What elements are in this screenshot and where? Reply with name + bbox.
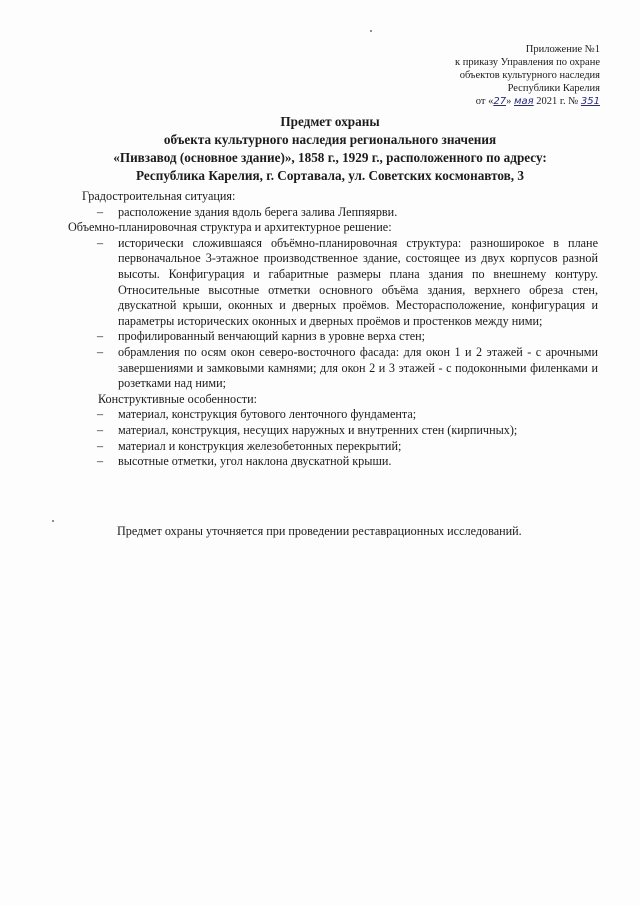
dash-bullet-icon: – (97, 438, 104, 453)
list-item-text: высотные отметки, угол наклона двускатной крыши. (118, 454, 392, 469)
appendix-region: Республики Карелия (507, 83, 600, 94)
title-line-1: Предмет охраны (280, 114, 380, 129)
list-item (82, 236, 598, 330)
dash-bullet-icon: – (97, 204, 104, 219)
list-item-text: материал и конструкция железобетонных перекрытий; (118, 438, 402, 453)
date-day-handwritten: 27 (493, 96, 507, 107)
list-item (82, 329, 598, 345)
list-item-text: профилированный венчающий карниз в уровне верха стен; (118, 329, 426, 344)
dash-bullet-icon: – (97, 454, 104, 469)
appendix-authority: объектов культурного наследия (459, 70, 600, 81)
list-item-text: материал, конструкция, несущих наружных и внутренних стен (кирпичных); (118, 422, 518, 437)
appendix-order-ref: к приказу Управления по охране (455, 57, 600, 68)
scan-speck (52, 520, 54, 522)
appendix-number: Приложение №1 (525, 44, 600, 55)
order-number-handwritten: 351 (580, 96, 600, 107)
list-item (82, 205, 598, 221)
date-month-handwritten: мая (513, 96, 534, 107)
list-item (82, 439, 598, 455)
title-line-4: Республика Карелия, г. Сортавала, ул. Советских космонавтов, 3 (136, 168, 524, 183)
date-mid: » (506, 96, 514, 107)
list-item (82, 454, 598, 470)
document-title (60, 113, 600, 185)
date-year: 2021 г. № (533, 96, 581, 107)
title-line-2: объекта культурного наследия регионального значения (163, 132, 497, 147)
list-item-text: расположение здания вдоль берега залива Леппяярви. (118, 204, 398, 219)
section-urban-heading: Градостроительная ситуация: (82, 189, 236, 203)
dash-bullet-icon: – (97, 235, 104, 250)
dash-bullet-icon: – (97, 344, 104, 359)
list-item (82, 407, 598, 423)
title-line-3: «Пивзавод (основное здание)», 1858 г., 1929 г., расположенного по адресу: (113, 150, 547, 165)
dash-bullet-icon: – (97, 329, 104, 344)
appendix-header (370, 43, 600, 108)
date-prefix: от « (475, 96, 494, 107)
closing-note: Предмет охраны уточняется при проведении реставрационных исследований. (117, 524, 522, 538)
appendix-date-line (370, 95, 600, 108)
dash-bullet-icon: – (97, 407, 104, 422)
list-item-text: обрамления по осям окон северо-восточного фасада: для окон 1 и 2 этажей - с арочными завершениями и замковыми камнями; для окон 2 и 3 этажей - с подоконными филенками и розетками над ними; (118, 344, 598, 391)
list-item-text: исторически сложившаяся объёмно-планировочная структура: разноширокое в плане первоначальное 3-этажное производственное здание, состоящее из двух корпусов разной высоты. Конфигурация и габаритные размеры плана здания по внешнему контуру. Относительные высотные отметки основного объёма здания, верхнего обреза стен, двускатной крыши, оконных и дверных проёмов. Месторасположение, конфигурация и параметры исторических оконных и дверных проёмов и простенков между ними; (118, 235, 598, 328)
section-structural-heading: Конструктивные особенности: (98, 391, 258, 406)
list-item-text: материал, конструкция бутового ленточного фундамента; (118, 407, 417, 422)
document-body (68, 189, 598, 470)
list-item (82, 345, 598, 392)
list-item (82, 423, 598, 439)
scan-speck (370, 30, 372, 32)
section-planning-heading: Объемно-планировочная структура и архитектурное решение: (68, 220, 392, 235)
dash-bullet-icon: – (97, 422, 104, 437)
